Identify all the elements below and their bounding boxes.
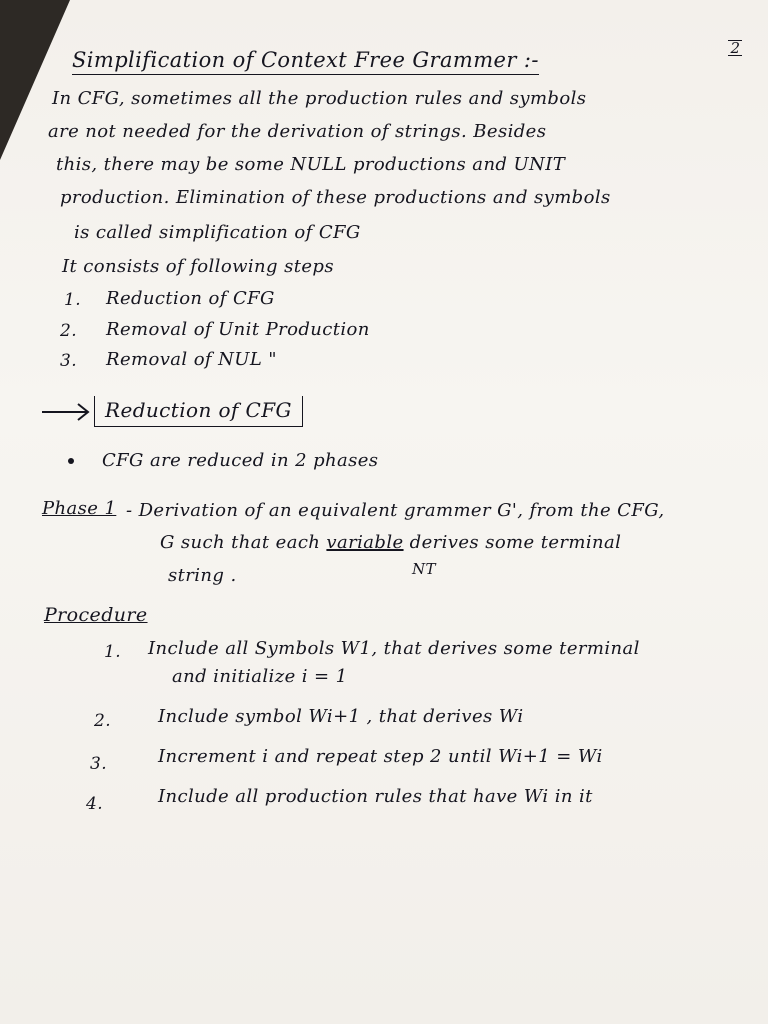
step-1-number: 1. bbox=[64, 290, 82, 310]
step-2-number: 2. bbox=[60, 321, 78, 341]
procedure-1-continuation: and initialize i = 1 bbox=[172, 666, 348, 687]
phase-1-variable-word: variable bbox=[326, 532, 404, 553]
nt-annotation: NT bbox=[412, 560, 436, 578]
step-1-text: Reduction of CFG bbox=[106, 288, 275, 309]
phase-1-line-3: string . bbox=[168, 565, 237, 586]
section-title-box: Reduction of CFG bbox=[94, 396, 303, 427]
bullet-dot-icon bbox=[68, 458, 74, 464]
procedure-1-text: Include all Symbols W1, that derives some terminal bbox=[148, 638, 640, 659]
step-2-text: Removal of Unit Production bbox=[106, 319, 370, 340]
procedure-1-number: 1. bbox=[104, 642, 122, 662]
phase-1-label: Phase 1 bbox=[42, 498, 117, 519]
intro-line-4: production. Elimination of these productions and symbols bbox=[60, 187, 611, 208]
procedure-4-text: Include all production rules that have Wi in it bbox=[158, 786, 593, 807]
procedure-2-number: 2. bbox=[94, 711, 112, 731]
intro-line-2: are not needed for the derivation of strings. Besides bbox=[48, 121, 547, 142]
step-3-number: 3. bbox=[60, 351, 78, 371]
intro-line-5: is called simplification of CFG bbox=[74, 222, 361, 243]
procedure-title: Procedure bbox=[44, 604, 148, 626]
page-heading: Simplification of Context Free Grammer :- bbox=[72, 48, 539, 75]
intro-line-3: this, there may be some NULL productions and UNIT bbox=[56, 154, 566, 175]
bullet-text: CFG are reduced in 2 phases bbox=[102, 450, 379, 471]
procedure-2-text: Include symbol Wi+1 , that derives Wi bbox=[158, 706, 524, 727]
phase-1-line-2-pre: G such that each bbox=[160, 532, 321, 553]
procedure-4-number: 4. bbox=[86, 794, 104, 814]
steps-intro: It consists of following steps bbox=[62, 256, 334, 277]
procedure-3-number: 3. bbox=[90, 754, 108, 774]
phase-1-line-2 bbox=[160, 532, 621, 553]
right-arrow-icon bbox=[40, 400, 92, 424]
intro-line-1: In CFG, sometimes all the production rules and symbols bbox=[52, 88, 587, 109]
page-number: 2 bbox=[730, 39, 740, 57]
step-3-text: Removal of NUL " bbox=[106, 349, 277, 370]
phase-1-line-2-post: derives some terminal bbox=[409, 532, 622, 553]
procedure-3-text: Increment i and repeat step 2 until Wi+1 = Wi bbox=[158, 746, 603, 767]
phase-1-line-1: - Derivation of an equivalent grammer G', from the CFG, bbox=[126, 500, 665, 521]
